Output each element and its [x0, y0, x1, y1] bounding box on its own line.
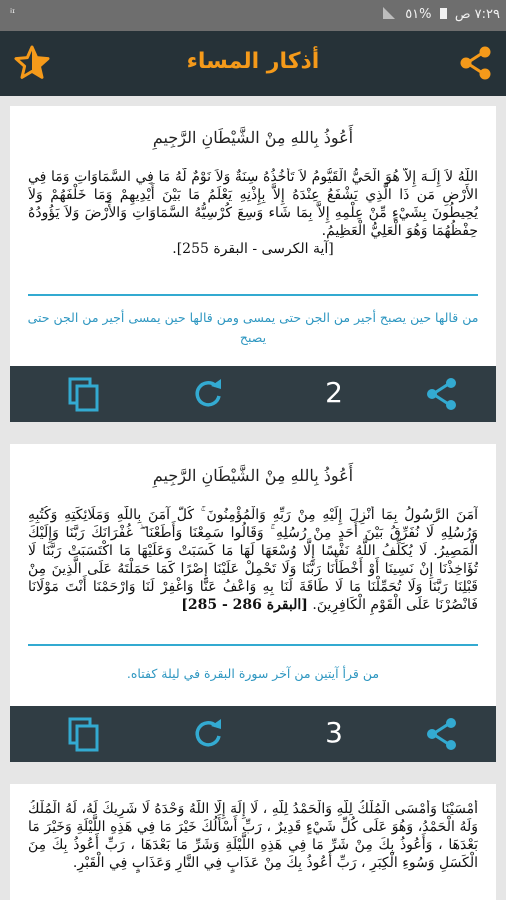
- refresh-icon: [188, 374, 228, 414]
- battery-level: %٥١: [405, 7, 432, 22]
- copy-icon: [64, 714, 104, 754]
- page-title: أذكار المساء: [186, 49, 320, 74]
- refresh-icon: [188, 714, 228, 754]
- copy-button[interactable]: [64, 714, 104, 754]
- zikr-text: آمَنَ الرَّسُولُ بِمَا أُنْزِلَ إِلَيْهِ مِنْ رَبِّهِ وَالْمُؤْمِنُونَ ۚ كُلٌّ آمَنَ بِاللَّهِ وَمَلَائِكَتِهِ وَكُتُبِهِ وَرُسُلِهِ لَا نُفَرِّقُ بَيْنَ أَحَدٍ مِنْ رُسُلِهِ ۚ وَقَالُوا سَمِعْنَا وَأَطَعْنَا ۖ غُفْرَانَكَ رَبَّنَا وَإِلَيْكَ الْمَصِيرُ. لَا يُكَلِّفُ اللَّهُ نَفْسًا إِلَّا وُسْعَهَا لَهَا مَا كَسَبَتْ وَعَلَيْهَا مَا اكْتَسَبَتْ رَبَّنَا لَا تُؤَاخِذْنَا إِنْ نَسِينَا أَوْ أَخْطَأْنَا رَبَّنَا وَلَا تَحْمِلْ عَلَيْنَا إِصْرًا كَمَا حَمَلْتَهُ عَلَى الَّذِينَ مِنْ قَبْلِنَا رَبَّنَا وَلَا تُحَمِّلْنَا مَا لَا طَاقَةَ لَنَا بِهِ وَاعْفُ عَنَّا وَاغْفِرْ لَنَا وَارْحَمْنَا أَنْتَ مَوْلَانَا فَانْصُرْنَا عَلَى الْقَوْمِ الْكَافِرِينَ. [البقرة 286 - 285]: [28, 507, 478, 613]
- copy-button[interactable]: [64, 374, 104, 414]
- signal-icon: [383, 7, 395, 19]
- divider: [28, 294, 478, 296]
- reset-counter-button[interactable]: [188, 374, 228, 414]
- isti-adha: أَعُوذُ بِاللهِ مِنْ الشَّيْطَانِ الرَّجِيمِ: [152, 466, 354, 485]
- zikr-source: [آية الكرسى - البقرة 255].: [172, 241, 334, 257]
- zikr-source: [البقرة 286 - 285]: [181, 597, 308, 613]
- share-icon: [456, 43, 496, 83]
- share-icon: [422, 714, 462, 754]
- copy-icon: [64, 374, 104, 414]
- repeat-counter[interactable]: 2: [325, 376, 343, 409]
- virtue-text: من قالها حين يصبح أجير من الجن حتى يمسى ومن قالها حين يمسى أجير من الجن حتى يصبح: [27, 310, 479, 345]
- isti-adha: أَعُوذُ بِاللهِ مِنْ الشَّيْطَانِ الرَّجِيمِ: [152, 128, 354, 147]
- share-icon: [422, 374, 462, 414]
- battery-icon: [440, 8, 447, 19]
- header-share-button[interactable]: [456, 43, 496, 83]
- zikr-text: أَمْسَيْنَا وَأَمْسَى الْمُلْكُ لِلَّهِ وَالْحَمْدُ لِلَّهِ ، لَا إِلَهَ إِلَّا اللَّهُ وَحْدَهُ لَا شَرِيكَ لَهُ، لَهُ الْمُلْكُ وَلَهُ الْحَمْدُ، وَهُوَ عَلَى كُلِّ شَيْءٍ قَدِيرٌ ، رَبِّ أَسْأَلُكَ خَيْرَ مَا فِي هَذِهِ اللَّيْلَةِ وَخَيْرَ مَا بَعْدَهَا ، وَأَعُوذُ بِكَ مِنْ شَرِّ مَا فِي هَذِهِ اللَّيْلَةِ وَشَرِّ مَا بَعْدَهَا ، رَبِّ أَعُوذُ بِكَ مِنَ الْكَسَلِ وَسُوءِ الْكِبَرِ ، رَبِّ أَعُوذُ بِكَ مِنْ عَذَابٍ فِي النَّارِ وَعَذَابٍ فِي الْقَبْرِ.: [28, 801, 478, 871]
- share-button[interactable]: [422, 714, 462, 754]
- zikr-card: [10, 444, 496, 706]
- divider: [28, 644, 478, 646]
- zikr-actions: [10, 706, 496, 762]
- share-button[interactable]: [422, 374, 462, 414]
- zikr-text: اللّهُ لاَ إِلَـهَ إِلاَّ هُوَ الْحَيُّ الْقَيُّومُ لاَ تَأْخُذُهُ سِنَةٌ وَلاَ نَوْمٌ لَّهُ مَا فِي السَّمَاوَاتِ وَمَا فِي الأَرْضِ مَن ذَا الَّذِي يَشْفَعُ عِنْدَهُ إِلاَّ بِإِذْنِهِ يَعْلَمُ مَا بَيْنَ أَيْدِيهِمْ وَمَا خَلْفَهُمْ وَلاَ يُحِيطُونَ بِشَيْءٍ مِّنْ عِلْمِهِ إِلاَّ بِمَا شَاء وَسِعَ كُرْسِيُّهُ السَّمَاوَاتِ وَالأَرْضَ وَلاَ يَؤُودُهُ حِفْظُهُمَا وَهُوَ الْعَلِيُّ الْعَظِيمُ. [آية الكرسى - البقرة 255].: [28, 169, 478, 257]
- status-bar: [0, 0, 506, 31]
- zikr-card: [10, 106, 496, 366]
- reset-counter-button[interactable]: [188, 714, 228, 754]
- repeat-counter[interactable]: 3: [325, 716, 343, 749]
- zikr-card: [10, 784, 496, 900]
- virtue-text: من قرأ آيتين من آخر سورة البقرة في ليلة كفتاه.: [126, 666, 380, 681]
- status-right: [383, 7, 500, 22]
- zikr-actions: [10, 366, 496, 422]
- app-bar: [0, 31, 506, 96]
- status-time: ٧:٢٩ ص: [454, 7, 500, 22]
- notification-icons: ⁱᶦ: [10, 6, 16, 20]
